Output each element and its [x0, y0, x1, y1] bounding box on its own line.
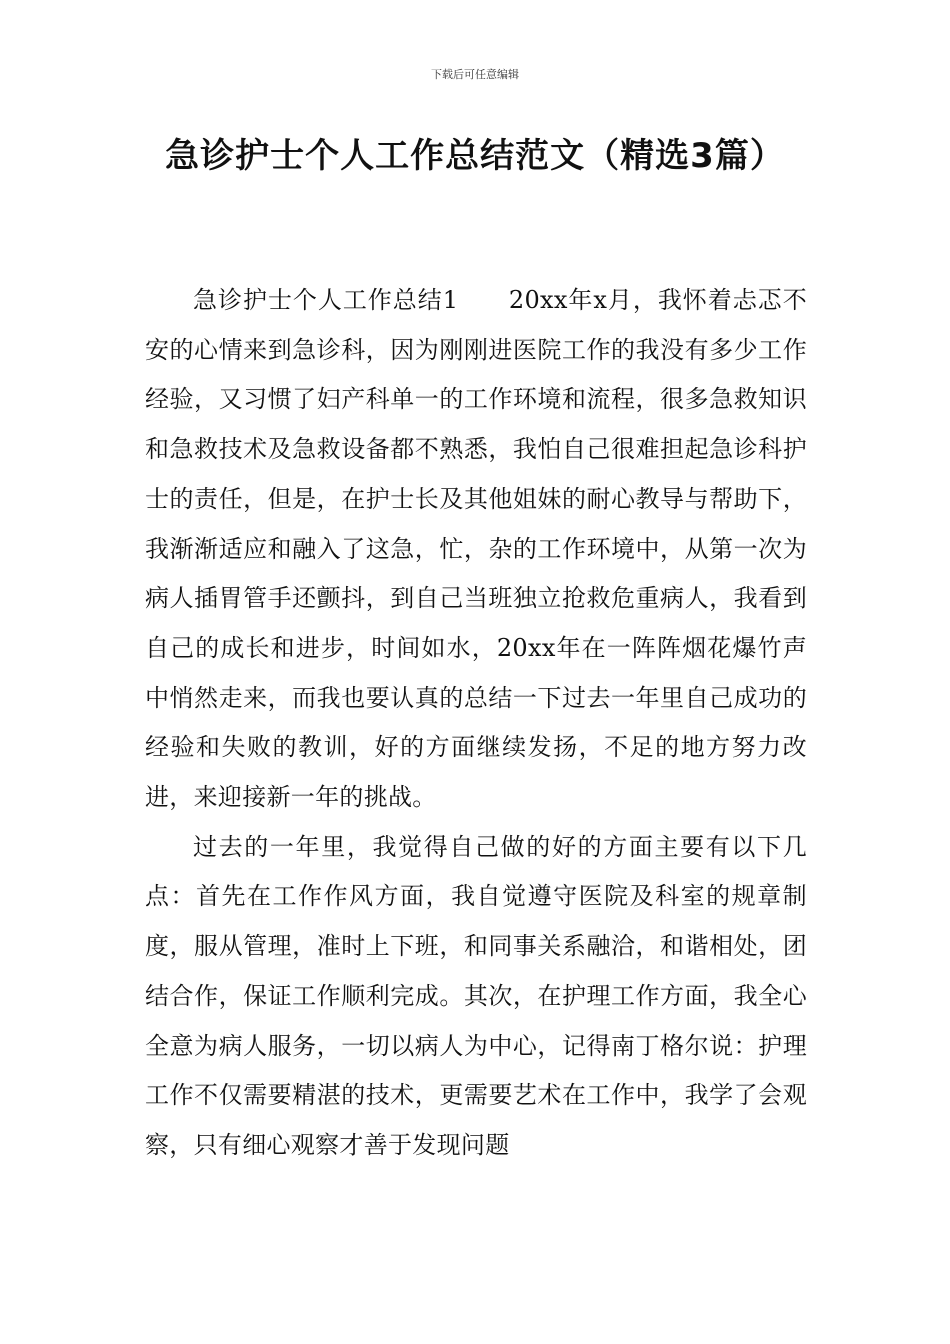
paragraph: 过去的一年里，我觉得自己做的好的方面主要有以下几点：首先在工作作风方面，我自觉遵守医院及科室的规章制度，服从管理，准时上下班，和同事关系融洽，和谐相处，团结合作，保证工作顺利完成。其次，在护理工作方面，我全心全意为病人服务，一切以病人为中心，记得南丁格尔说：护理工作不仅需要精湛的技术，更需要艺术在工作中，我学了会观察，只有细心观察才善于发现问题 — [145, 832, 807, 1159]
paragraph: 急诊护士个人工作总结1 20xx年x月，我怀着忐忑不安的心情来到急诊科，因为刚刚进医院工作的我没有多少工作经验，又习惯了妇产科单一的工作环境和流程，很多急救知识和急救技术及急救设备都不熟悉，我怕自己很难担起急诊科护士的责任，但是，在护士长及其他姐妹的耐心教导与帮助下，我渐渐适应和融入了这急，忙，杂的工作环境中，从第一次为病人插胃管手还颤抖，到自己当班独立抢救危重病人，我看到自己的成长和进步，时间如水，20xx年在一阵阵烟花爆竹声中悄然走来，而我也要认真的总结一下过去一年里自己成功的经验和失败的教训，好的方面继续发扬，不足的地方努力改进，来迎接新一年的挑战。 — [145, 286, 807, 812]
document-title: 急诊护士个人工作总结范文（精选3篇） — [165, 136, 785, 176]
document-body — [145, 276, 807, 1171]
header-note: 下载后可任意编辑 — [431, 68, 519, 81]
